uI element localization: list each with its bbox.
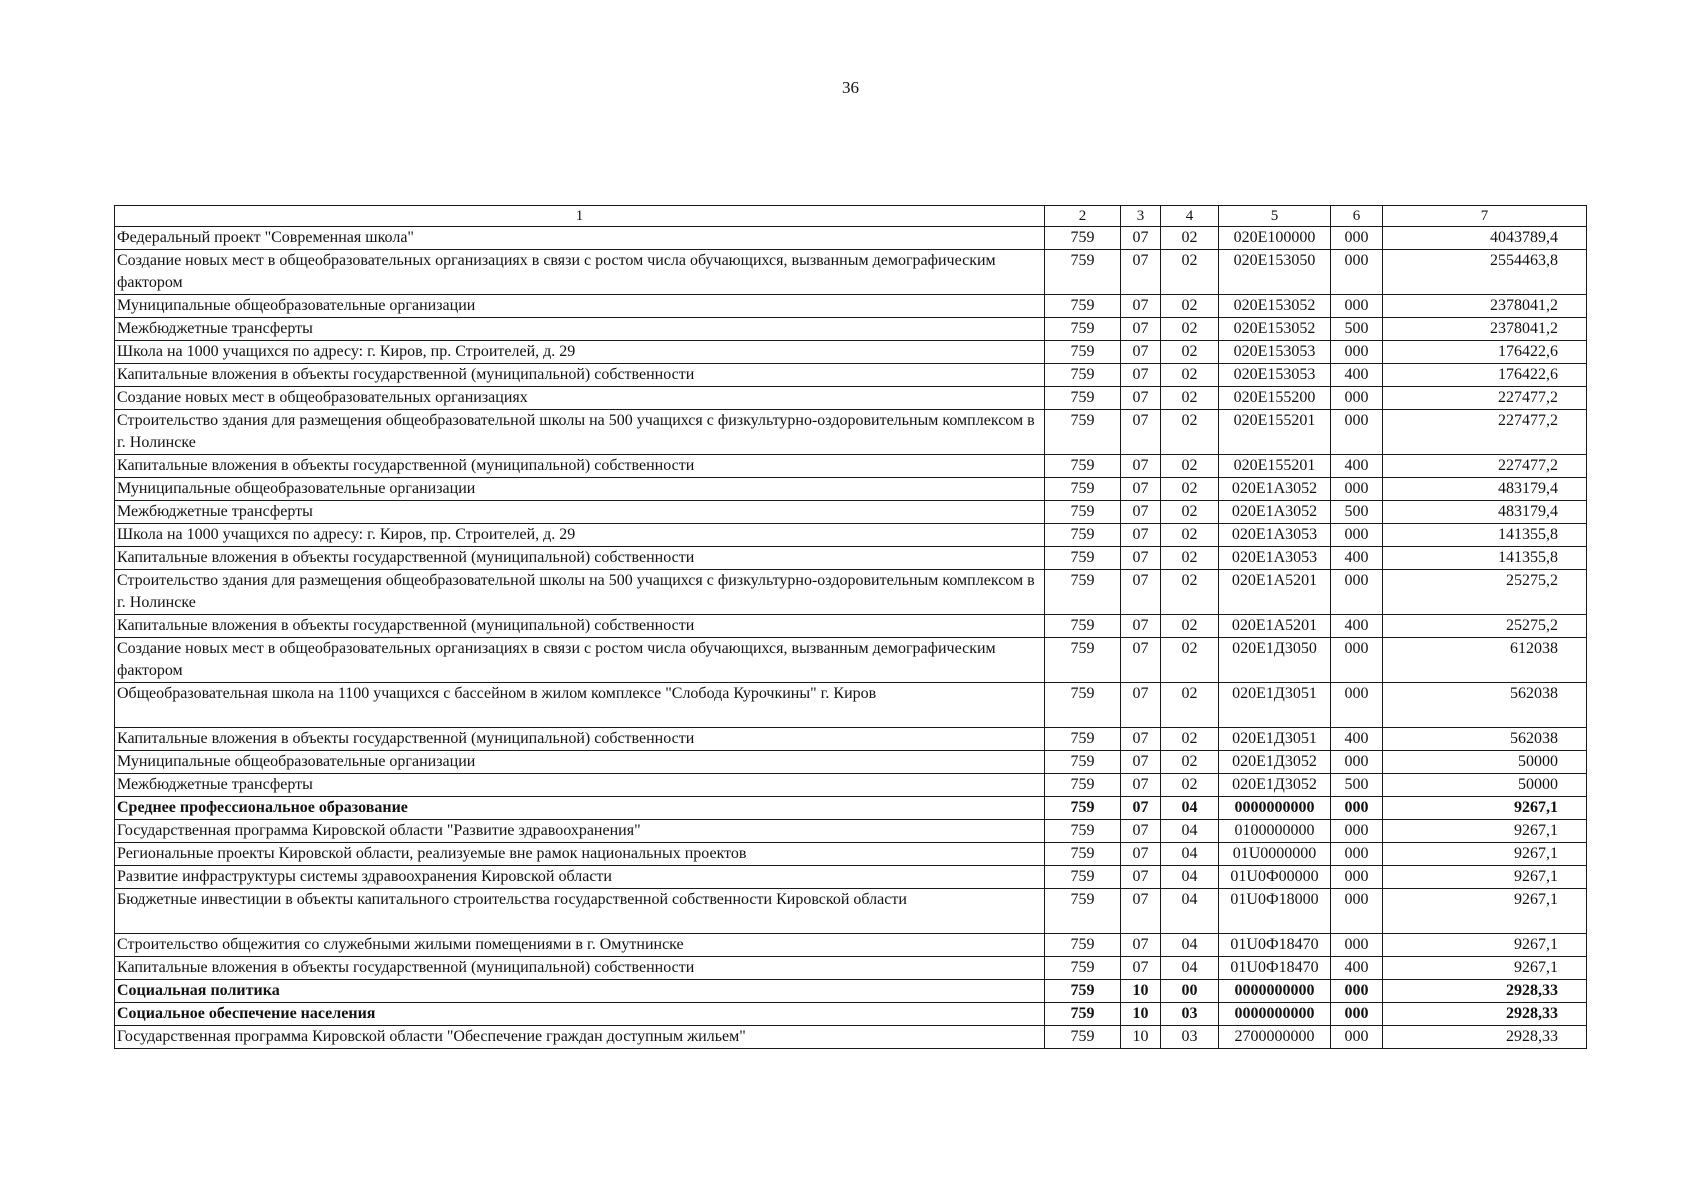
cell-code-4: 02 <box>1161 387 1219 410</box>
cell-name: Создание новых мест в общеобразовательных организациях в связи с ростом числа обучающихся, вызванным демографическим фактором <box>115 250 1045 295</box>
cell-code-2: 759 <box>1045 889 1121 934</box>
cell-code-4: 04 <box>1161 820 1219 843</box>
cell-code-4: 02 <box>1161 547 1219 570</box>
cell-code-5: 020E1Д3051 <box>1219 683 1331 728</box>
cell-code-4: 02 <box>1161 410 1219 455</box>
cell-code-6: 000 <box>1331 478 1383 501</box>
cell-name: Капитальные вложения в объекты государственной (муниципальной) собственности <box>115 957 1045 980</box>
cell-amount: 483179,4 <box>1383 501 1587 524</box>
cell-code-6: 000 <box>1331 250 1383 295</box>
cell-name: Развитие инфраструктуры системы здравоохранения Кировской области <box>115 866 1045 889</box>
cell-code-5: 020E153050 <box>1219 250 1331 295</box>
table-row <box>115 683 1587 728</box>
cell-code-6: 000 <box>1331 410 1383 455</box>
cell-code-2: 759 <box>1045 980 1121 1003</box>
cell-amount: 227477,2 <box>1383 387 1587 410</box>
cell-code-5: 020E1Д3052 <box>1219 774 1331 797</box>
cell-code-2: 759 <box>1045 547 1121 570</box>
table-row <box>115 547 1587 570</box>
column-header-2: 2 <box>1045 206 1121 227</box>
cell-name: Создание новых мест в общеобразовательных организациях в связи с ростом числа обучающихся, вызванным демографическим фактором <box>115 638 1045 683</box>
cell-code-2: 759 <box>1045 1026 1121 1049</box>
cell-code-6: 400 <box>1331 455 1383 478</box>
cell-code-6: 000 <box>1331 889 1383 934</box>
cell-amount: 9267,1 <box>1383 934 1587 957</box>
cell-code-2: 759 <box>1045 615 1121 638</box>
cell-code-5: 020E1Д3051 <box>1219 728 1331 751</box>
cell-code-5: 0000000000 <box>1219 797 1331 820</box>
table-row <box>115 751 1587 774</box>
cell-name: Межбюджетные трансферты <box>115 318 1045 341</box>
cell-code-3: 10 <box>1121 980 1161 1003</box>
cell-code-5: 020E1A3053 <box>1219 547 1331 570</box>
cell-name: Капитальные вложения в объекты государственной (муниципальной) собственности <box>115 547 1045 570</box>
cell-code-4: 02 <box>1161 774 1219 797</box>
table-row <box>115 318 1587 341</box>
cell-code-4: 04 <box>1161 957 1219 980</box>
column-header-1: 1 <box>115 206 1045 227</box>
cell-amount: 176422,6 <box>1383 364 1587 387</box>
cell-code-2: 759 <box>1045 524 1121 547</box>
cell-name: Среднее профессиональное образование <box>115 797 1045 820</box>
cell-amount: 141355,8 <box>1383 524 1587 547</box>
cell-code-5: 020E1Д3052 <box>1219 751 1331 774</box>
cell-code-2: 759 <box>1045 295 1121 318</box>
cell-code-4: 02 <box>1161 683 1219 728</box>
cell-code-3: 07 <box>1121 820 1161 843</box>
column-header-3: 3 <box>1121 206 1161 227</box>
cell-code-3: 07 <box>1121 934 1161 957</box>
cell-code-6: 000 <box>1331 683 1383 728</box>
cell-code-4: 03 <box>1161 1003 1219 1026</box>
cell-name: Школа на 1000 учащихся по адресу: г. Киров, пр. Строителей, д. 29 <box>115 524 1045 547</box>
cell-code-5: 020E1A5201 <box>1219 570 1331 615</box>
cell-code-6: 000 <box>1331 1026 1383 1049</box>
cell-code-2: 759 <box>1045 501 1121 524</box>
page-number: 36 <box>842 78 859 97</box>
cell-code-4: 02 <box>1161 318 1219 341</box>
cell-code-2: 759 <box>1045 410 1121 455</box>
cell-code-6: 000 <box>1331 751 1383 774</box>
table-row <box>115 843 1587 866</box>
cell-code-2: 759 <box>1045 728 1121 751</box>
cell-amount: 50000 <box>1383 774 1587 797</box>
cell-code-5: 020E153053 <box>1219 341 1331 364</box>
cell-code-3: 07 <box>1121 341 1161 364</box>
cell-name: Межбюджетные трансферты <box>115 501 1045 524</box>
cell-code-4: 02 <box>1161 478 1219 501</box>
table-header-row <box>115 206 1587 227</box>
cell-amount: 9267,1 <box>1383 797 1587 820</box>
table-row <box>115 615 1587 638</box>
cell-code-5: 020E153052 <box>1219 318 1331 341</box>
cell-code-2: 759 <box>1045 1003 1121 1026</box>
cell-name: Капитальные вложения в объекты государственной (муниципальной) собственности <box>115 455 1045 478</box>
column-header-7: 7 <box>1383 206 1587 227</box>
cell-code-3: 07 <box>1121 364 1161 387</box>
cell-code-5: 01U0Ф18470 <box>1219 957 1331 980</box>
table-row <box>115 934 1587 957</box>
cell-name: Капитальные вложения в объекты государственной (муниципальной) собственности <box>115 364 1045 387</box>
cell-amount: 227477,2 <box>1383 410 1587 455</box>
cell-code-4: 00 <box>1161 980 1219 1003</box>
cell-code-6: 400 <box>1331 728 1383 751</box>
cell-code-5: 01U0Ф18000 <box>1219 889 1331 934</box>
cell-code-4: 04 <box>1161 866 1219 889</box>
cell-code-3: 07 <box>1121 410 1161 455</box>
cell-code-6: 000 <box>1331 934 1383 957</box>
cell-code-4: 02 <box>1161 570 1219 615</box>
cell-name: Муниципальные общеобразовательные организации <box>115 751 1045 774</box>
cell-code-3: 07 <box>1121 455 1161 478</box>
cell-code-6: 000 <box>1331 980 1383 1003</box>
table-row <box>115 478 1587 501</box>
cell-amount: 2554463,8 <box>1383 250 1587 295</box>
cell-code-2: 759 <box>1045 570 1121 615</box>
cell-code-2: 759 <box>1045 797 1121 820</box>
cell-code-3: 07 <box>1121 227 1161 250</box>
cell-code-4: 02 <box>1161 341 1219 364</box>
cell-code-2: 759 <box>1045 227 1121 250</box>
table-row <box>115 1003 1587 1026</box>
table-row <box>115 889 1587 934</box>
table-row <box>115 295 1587 318</box>
cell-amount: 2928,33 <box>1383 1003 1587 1026</box>
cell-code-6: 000 <box>1331 1003 1383 1026</box>
table-row <box>115 455 1587 478</box>
cell-code-3: 07 <box>1121 250 1161 295</box>
cell-code-2: 759 <box>1045 683 1121 728</box>
cell-code-2: 759 <box>1045 866 1121 889</box>
cell-amount: 2378041,2 <box>1383 318 1587 341</box>
cell-code-6: 500 <box>1331 318 1383 341</box>
cell-code-4: 03 <box>1161 1026 1219 1049</box>
table-row <box>115 387 1587 410</box>
cell-code-4: 04 <box>1161 889 1219 934</box>
cell-amount: 2378041,2 <box>1383 295 1587 318</box>
column-header-5: 5 <box>1219 206 1331 227</box>
cell-amount: 4043789,4 <box>1383 227 1587 250</box>
cell-code-3: 07 <box>1121 774 1161 797</box>
cell-code-6: 500 <box>1331 501 1383 524</box>
cell-code-5: 0100000000 <box>1219 820 1331 843</box>
cell-amount: 562038 <box>1383 728 1587 751</box>
cell-code-2: 759 <box>1045 250 1121 295</box>
cell-code-3: 07 <box>1121 866 1161 889</box>
cell-code-6: 000 <box>1331 524 1383 547</box>
cell-code-5: 0000000000 <box>1219 1003 1331 1026</box>
table-row <box>115 1026 1587 1049</box>
table-row <box>115 227 1587 250</box>
cell-name: Создание новых мест в общеобразовательных организациях <box>115 387 1045 410</box>
cell-code-6: 400 <box>1331 547 1383 570</box>
cell-code-2: 759 <box>1045 843 1121 866</box>
cell-code-6: 000 <box>1331 843 1383 866</box>
cell-code-6: 000 <box>1331 820 1383 843</box>
cell-code-4: 04 <box>1161 797 1219 820</box>
cell-amount: 9267,1 <box>1383 866 1587 889</box>
table-row <box>115 866 1587 889</box>
cell-code-5: 020E153053 <box>1219 364 1331 387</box>
cell-code-6: 000 <box>1331 570 1383 615</box>
cell-code-6: 400 <box>1331 957 1383 980</box>
cell-amount: 176422,6 <box>1383 341 1587 364</box>
cell-name: Государственная программа Кировской области "Обеспечение граждан доступным жильем" <box>115 1026 1045 1049</box>
cell-amount: 9267,1 <box>1383 843 1587 866</box>
cell-code-6: 000 <box>1331 227 1383 250</box>
cell-name: Строительство общежития со служебными жилыми помещениями в г. Омутнинске <box>115 934 1045 957</box>
table-row <box>115 774 1587 797</box>
cell-code-4: 04 <box>1161 843 1219 866</box>
cell-amount: 2928,33 <box>1383 980 1587 1003</box>
table-row <box>115 980 1587 1003</box>
cell-name: Общеобразовательная школа на 1100 учащихся с бассейном в жилом комплексе "Слобода Курочкины" г. Киров <box>115 683 1045 728</box>
cell-name: Социальная политика <box>115 980 1045 1003</box>
cell-name: Государственная программа Кировской области "Развитие здравоохранения" <box>115 820 1045 843</box>
cell-code-3: 07 <box>1121 728 1161 751</box>
table-row <box>115 364 1587 387</box>
cell-code-5: 0000000000 <box>1219 980 1331 1003</box>
table-row <box>115 957 1587 980</box>
table-row <box>115 638 1587 683</box>
cell-code-5: 2700000000 <box>1219 1026 1331 1049</box>
cell-amount: 612038 <box>1383 638 1587 683</box>
cell-code-5: 01U0000000 <box>1219 843 1331 866</box>
cell-code-5: 020E1A3052 <box>1219 501 1331 524</box>
cell-code-3: 07 <box>1121 318 1161 341</box>
cell-code-5: 020E1A3052 <box>1219 478 1331 501</box>
cell-amount: 9267,1 <box>1383 957 1587 980</box>
cell-amount: 141355,8 <box>1383 547 1587 570</box>
cell-name: Бюджетные инвестиции в объекты капитального строительства государственной собственности Кировской области <box>115 889 1045 934</box>
cell-code-3: 07 <box>1121 683 1161 728</box>
table-row <box>115 820 1587 843</box>
cell-name: Межбюджетные трансферты <box>115 774 1045 797</box>
cell-code-3: 07 <box>1121 889 1161 934</box>
cell-name: Капитальные вложения в объекты государственной (муниципальной) собственности <box>115 615 1045 638</box>
cell-code-2: 759 <box>1045 774 1121 797</box>
cell-name: Муниципальные общеобразовательные организации <box>115 478 1045 501</box>
cell-code-6: 400 <box>1331 364 1383 387</box>
cell-amount: 50000 <box>1383 751 1587 774</box>
cell-code-3: 07 <box>1121 638 1161 683</box>
cell-amount: 483179,4 <box>1383 478 1587 501</box>
cell-code-2: 759 <box>1045 341 1121 364</box>
cell-code-3: 10 <box>1121 1003 1161 1026</box>
cell-code-3: 07 <box>1121 843 1161 866</box>
cell-code-6: 500 <box>1331 774 1383 797</box>
cell-name: Муниципальные общеобразовательные организации <box>115 295 1045 318</box>
table-row <box>115 410 1587 455</box>
cell-code-2: 759 <box>1045 934 1121 957</box>
cell-code-6: 000 <box>1331 638 1383 683</box>
table-row <box>115 570 1587 615</box>
cell-code-3: 07 <box>1121 295 1161 318</box>
cell-amount: 9267,1 <box>1383 889 1587 934</box>
cell-code-5: 020E1A5201 <box>1219 615 1331 638</box>
cell-code-6: 000 <box>1331 341 1383 364</box>
cell-code-2: 759 <box>1045 751 1121 774</box>
cell-code-3: 07 <box>1121 478 1161 501</box>
cell-code-4: 02 <box>1161 524 1219 547</box>
cell-code-2: 759 <box>1045 364 1121 387</box>
cell-name: Региональные проекты Кировской области, реализуемые вне рамок национальных проектов <box>115 843 1045 866</box>
cell-code-5: 020E155201 <box>1219 455 1331 478</box>
cell-code-4: 04 <box>1161 934 1219 957</box>
cell-code-3: 10 <box>1121 1026 1161 1049</box>
cell-name: Социальное обеспечение населения <box>115 1003 1045 1026</box>
table-row <box>115 501 1587 524</box>
cell-code-3: 07 <box>1121 501 1161 524</box>
cell-code-4: 02 <box>1161 364 1219 387</box>
cell-amount: 2928,33 <box>1383 1026 1587 1049</box>
cell-code-4: 02 <box>1161 615 1219 638</box>
cell-code-4: 02 <box>1161 250 1219 295</box>
cell-name: Строительство здания для размещения общеобразовательной школы на 500 учащихся с физкультурно-оздоровительным комплексом в г. Нолинске <box>115 410 1045 455</box>
cell-code-6: 000 <box>1331 387 1383 410</box>
cell-amount: 562038 <box>1383 683 1587 728</box>
cell-code-3: 07 <box>1121 615 1161 638</box>
cell-code-4: 02 <box>1161 295 1219 318</box>
cell-name: Школа на 1000 учащихся по адресу: г. Киров, пр. Строителей, д. 29 <box>115 341 1045 364</box>
cell-name: Капитальные вложения в объекты государственной (муниципальной) собственности <box>115 728 1045 751</box>
cell-code-3: 07 <box>1121 547 1161 570</box>
cell-code-6: 000 <box>1331 295 1383 318</box>
cell-code-3: 07 <box>1121 387 1161 410</box>
cell-code-5: 020E100000 <box>1219 227 1331 250</box>
cell-code-5: 020E1Д3050 <box>1219 638 1331 683</box>
table-row <box>115 797 1587 820</box>
cell-code-4: 02 <box>1161 751 1219 774</box>
cell-code-5: 020E1A3053 <box>1219 524 1331 547</box>
cell-code-5: 020E155201 <box>1219 410 1331 455</box>
table-body <box>115 227 1587 1049</box>
table-row <box>115 728 1587 751</box>
cell-code-4: 02 <box>1161 638 1219 683</box>
cell-code-4: 02 <box>1161 728 1219 751</box>
budget-table <box>114 205 1587 1049</box>
table-row <box>115 341 1587 364</box>
table-row <box>115 250 1587 295</box>
cell-code-2: 759 <box>1045 478 1121 501</box>
cell-code-4: 02 <box>1161 455 1219 478</box>
cell-code-2: 759 <box>1045 318 1121 341</box>
cell-code-2: 759 <box>1045 638 1121 683</box>
cell-code-5: 01U0Ф18470 <box>1219 934 1331 957</box>
cell-code-2: 759 <box>1045 387 1121 410</box>
cell-code-5: 01U0Ф00000 <box>1219 866 1331 889</box>
cell-code-2: 759 <box>1045 957 1121 980</box>
cell-code-6: 400 <box>1331 615 1383 638</box>
cell-code-3: 07 <box>1121 957 1161 980</box>
cell-amount: 25275,2 <box>1383 570 1587 615</box>
cell-amount: 9267,1 <box>1383 820 1587 843</box>
cell-code-5: 020E155200 <box>1219 387 1331 410</box>
cell-code-6: 000 <box>1331 866 1383 889</box>
cell-code-6: 000 <box>1331 797 1383 820</box>
cell-amount: 227477,2 <box>1383 455 1587 478</box>
cell-name: Федеральный проект "Современная школа" <box>115 227 1045 250</box>
cell-code-3: 07 <box>1121 797 1161 820</box>
cell-code-3: 07 <box>1121 524 1161 547</box>
cell-code-3: 07 <box>1121 751 1161 774</box>
cell-code-2: 759 <box>1045 455 1121 478</box>
cell-code-5: 020E153052 <box>1219 295 1331 318</box>
cell-code-2: 759 <box>1045 820 1121 843</box>
cell-name: Строительство здания для размещения общеобразовательной школы на 500 учащихся с физкультурно-оздоровительным комплексом в г. Нолинске <box>115 570 1045 615</box>
cell-code-4: 02 <box>1161 227 1219 250</box>
column-header-4: 4 <box>1161 206 1219 227</box>
column-header-6: 6 <box>1331 206 1383 227</box>
cell-code-4: 02 <box>1161 501 1219 524</box>
table-row <box>115 524 1587 547</box>
cell-code-3: 07 <box>1121 570 1161 615</box>
cell-amount: 25275,2 <box>1383 615 1587 638</box>
